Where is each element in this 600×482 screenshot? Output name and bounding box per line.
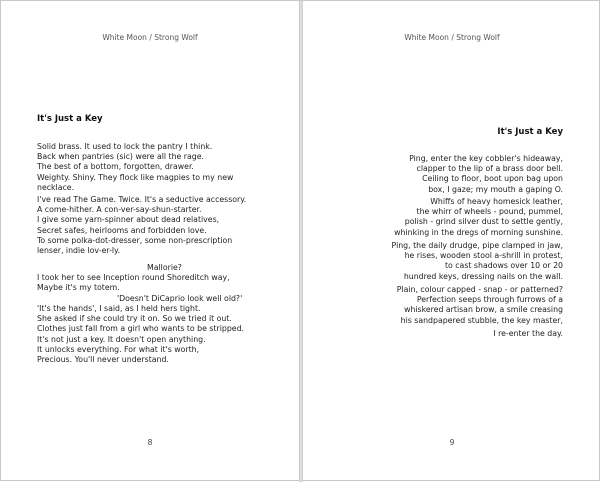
stanza — [37, 142, 233, 193]
poem-line: Clothes just fall from a girl who wants to be stripped. — [37, 324, 245, 334]
poem-line: 'It's the hands', I said, as I held hers tight. — [37, 303, 201, 313]
poem-line: Maybe it's my totem. — [37, 283, 120, 293]
poem-line: Ceiling to floor, boot upon bag upon — [422, 174, 563, 184]
poem-line: the whirr of wheels - pound, pummel, — [416, 207, 563, 217]
stanza — [397, 285, 563, 326]
left-page — [1, 1, 299, 482]
stanza — [37, 195, 246, 256]
poem-line: hundred keys, dressing nails on the wall. — [403, 271, 563, 281]
page-number: 9 — [449, 438, 455, 447]
poem-line: I took her to see Inception round Shoreditch way, — [37, 273, 230, 283]
poem-line: Precious. You'll never understand. — [37, 355, 169, 365]
stanza — [409, 154, 563, 195]
poem-line: clapper to the lip of a brass door bell. — [416, 164, 563, 174]
poem-line: box, I gaze; my mouth a gaping O. — [428, 184, 563, 194]
running-header: White Moon / Strong Wolf — [102, 33, 198, 42]
poem-line: A come-hither. A con-ver-say-shun-starter. — [37, 205, 202, 215]
poem-line: She asked if she could try it on. So we tried it out. — [37, 314, 232, 324]
poem-line: The best of a bottom, forgotten, drawer. — [37, 162, 194, 172]
poem-line: I've read The Game. Twice. It's a seductive accessory. — [37, 195, 247, 204]
poem-line: To some polka-dot-dresser, some non-prescription — [37, 235, 233, 245]
poem-line: Ping, enter the key cobbler's hideaway, — [409, 154, 563, 163]
stanza — [37, 263, 244, 334]
poem-line: lenser, indie lov-er-ly. — [37, 246, 121, 256]
page-number: 8 — [147, 438, 153, 447]
poem-line: Mallorie? — [147, 263, 182, 272]
stanza — [392, 241, 563, 282]
stanza — [493, 329, 563, 339]
poem-line: Solid brass. It used to lock the pantry I think. — [37, 142, 213, 151]
poem-line: It unlocks everything. For what it's worth, — [37, 345, 200, 355]
poem-line: Whiffs of heavy homesick leather, — [430, 197, 563, 206]
running-header: White Moon / Strong Wolf — [404, 33, 500, 42]
poem-line: his sandpapered stubble, the key master, — [400, 315, 563, 325]
poem-line: Ping, the daily drudge, pipe clamped in jaw, — [391, 241, 563, 250]
poem-line: It's not just a key. It doesn't open anything. — [37, 335, 206, 344]
poem-line: whiskered artisan brow, a smile creasing — [404, 305, 563, 315]
stanza — [37, 335, 206, 366]
poem-line: whinking in the dregs of morning sunshine. — [394, 227, 563, 237]
poem-line: I give some yarn-spinner about dead relatives, — [37, 215, 220, 225]
stanza — [394, 197, 563, 238]
poem-line: I re-enter the day. — [493, 329, 563, 338]
poem-line: 'Doesn't DiCaprio look well old?' — [117, 293, 243, 303]
poem-line: polish - grind silver dust to settle gently, — [404, 217, 563, 227]
poem-line: Perfection seeps through furrows of a — [416, 295, 563, 305]
poem-line: Plain, colour capped - snap - or patterned? — [396, 285, 563, 294]
poem-line: Secret safes, heirlooms and forbidden love. — [37, 225, 207, 235]
poem-line: he rises, wooden stool a-shrill in protest, — [404, 251, 563, 261]
poem-title: It's Just a Key — [37, 114, 103, 124]
poem-line: Weighty. Shiny. They flock like magpies to my new — [37, 172, 234, 182]
poem-line: necklace. — [37, 182, 75, 192]
right-page — [303, 1, 600, 482]
poem-line: Back when pantries (sic) were all the rage. — [37, 152, 205, 162]
poem-line: to cast shadows over 10 or 20 — [444, 261, 563, 271]
poem-title: It's Just a Key — [497, 127, 563, 137]
